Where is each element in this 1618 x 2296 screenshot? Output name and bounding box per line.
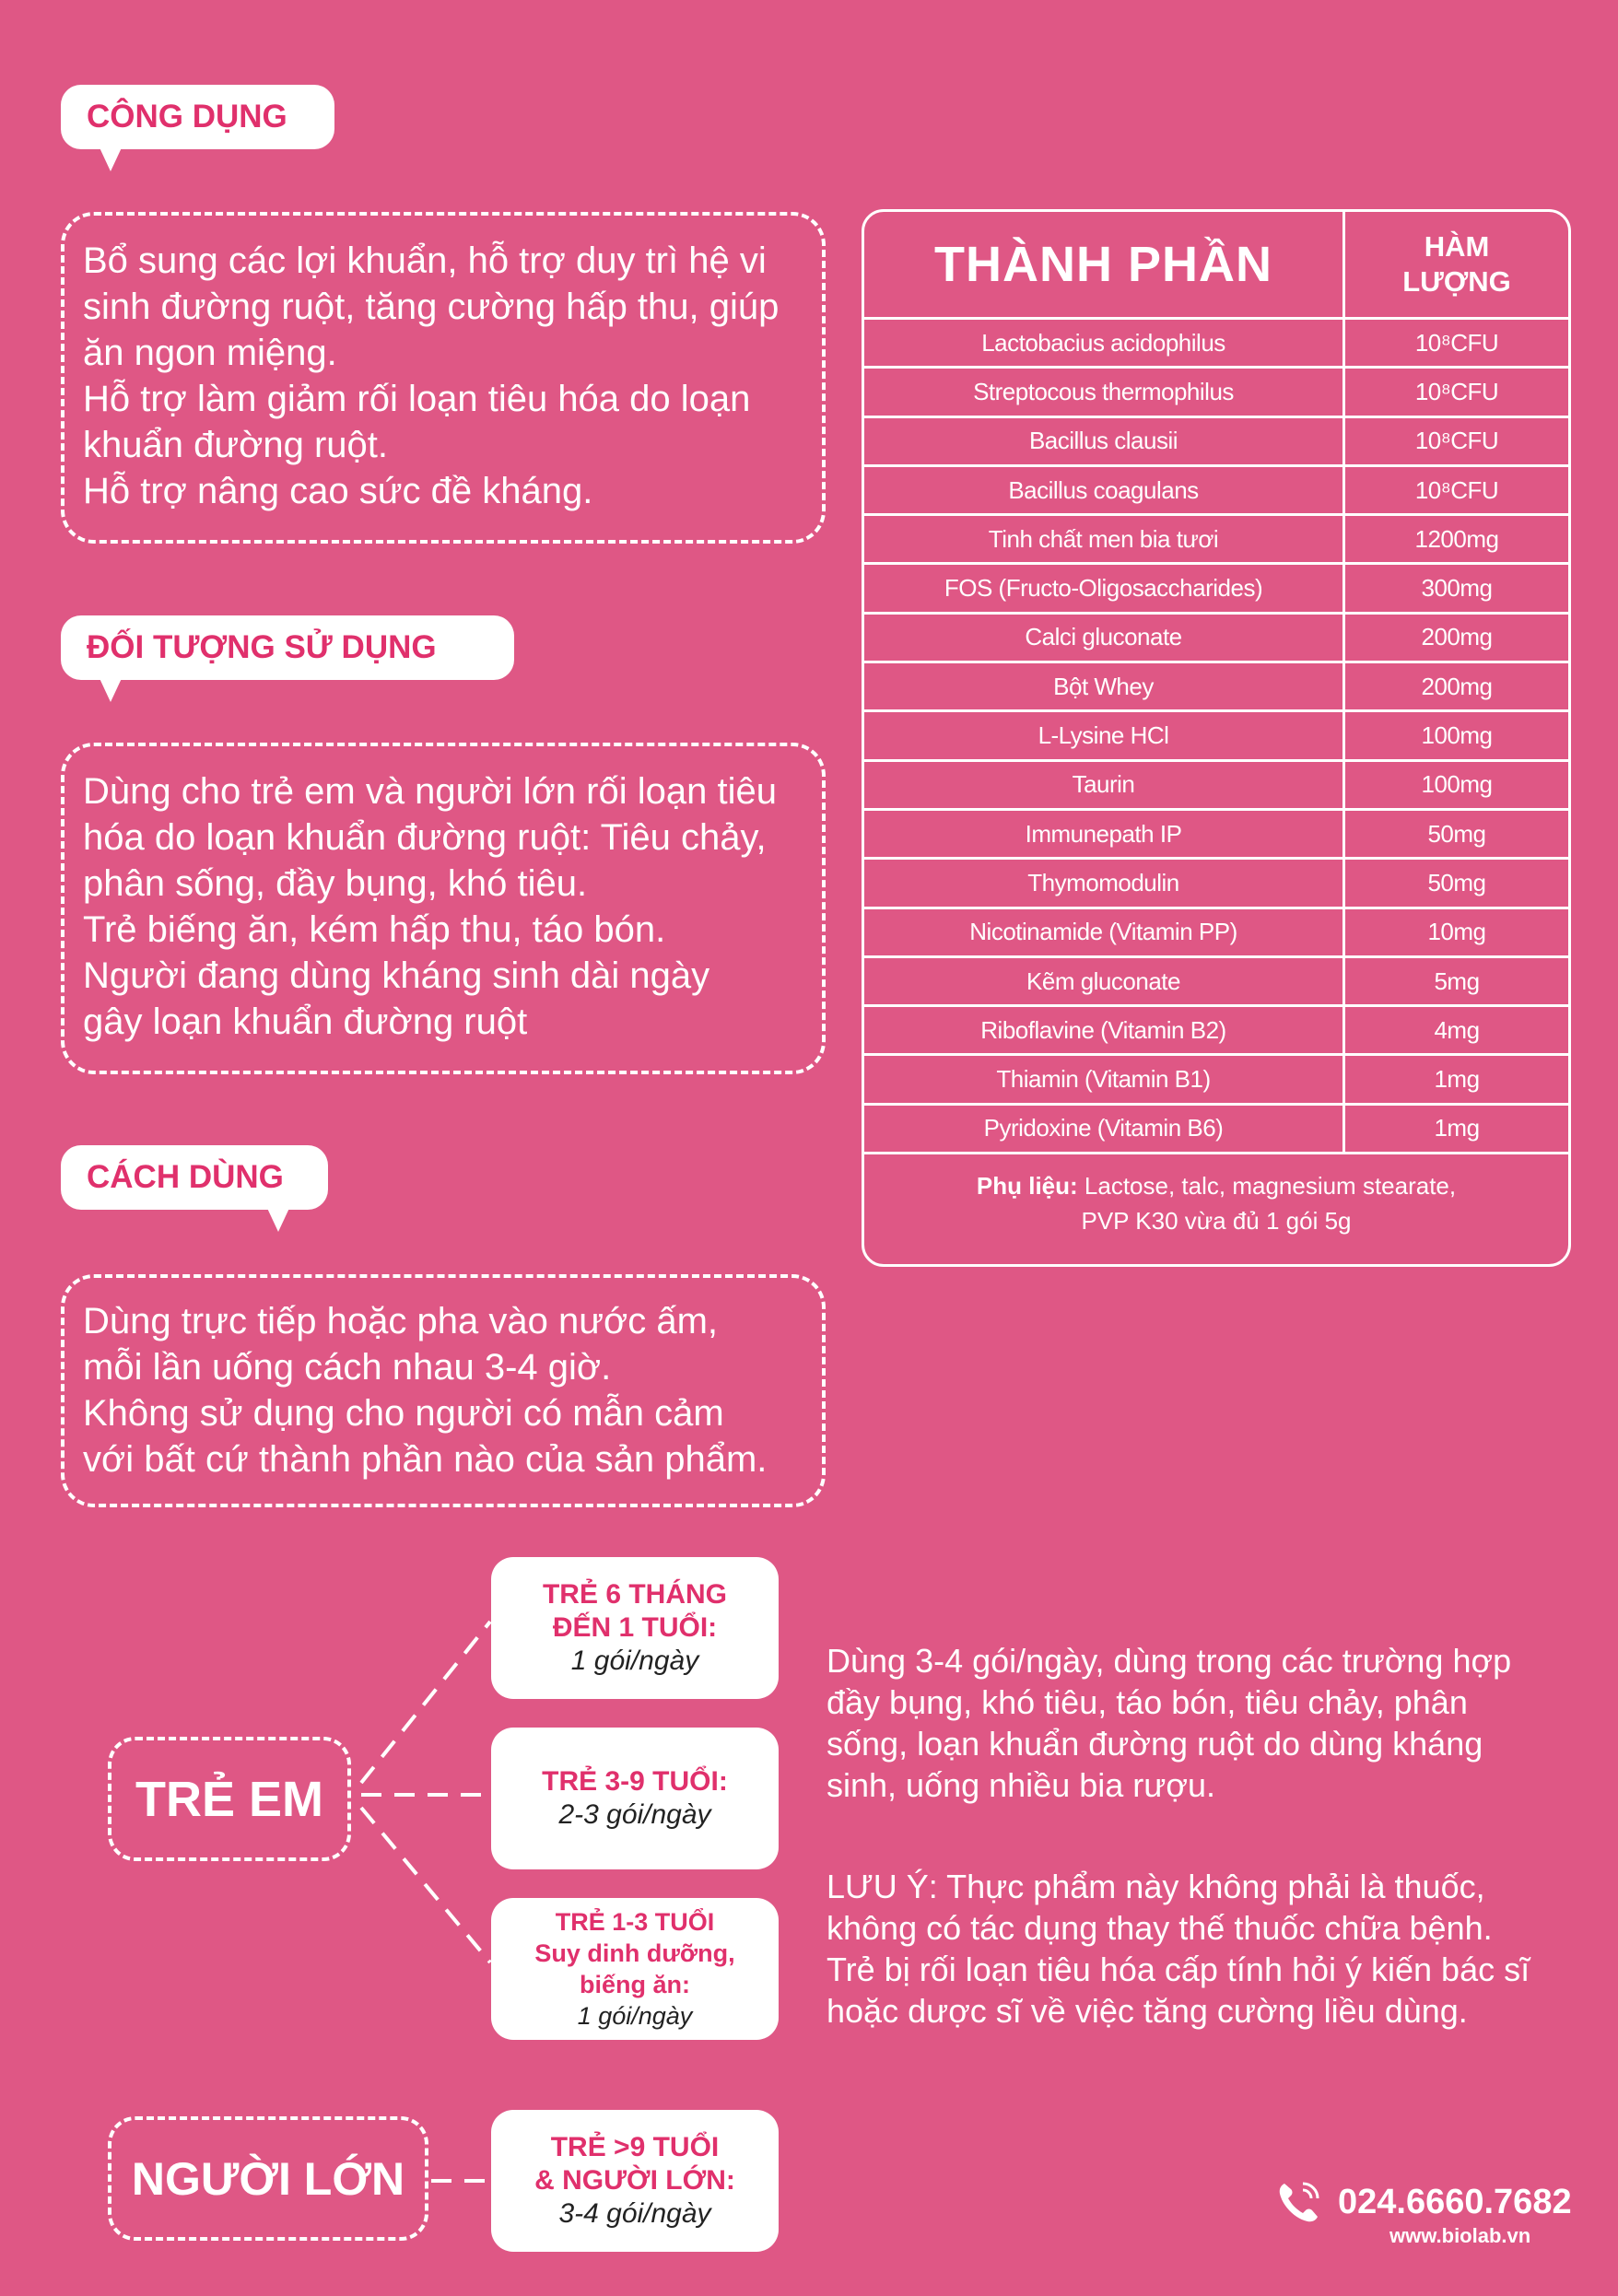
uses-heading-bubble [61,85,334,149]
target-line: gây loạn khuẩn đường ruột [83,1002,528,1042]
ingredient-amount: 10⁸CFU [1414,328,1499,357]
usage-line: Dùng trực tiếp hoặc pha vào nước ấm, [83,1301,719,1341]
excipients-label: Phụ liệu: [976,1172,1078,1201]
uses-heading: CÔNG DỤNG [87,99,287,135]
dose-card-title: biếng ăn: [580,1971,690,1998]
dosage-note-line: sinh, uống nhiều bia rượu. [827,1766,1215,1804]
dose-card-3-9y [491,1728,779,1869]
bubble-tail [98,144,123,171]
table-row [864,1056,1568,1105]
ingredient-amount: 1200mg [1414,524,1499,553]
table-row [864,663,1568,712]
uses-line: Bổ sung các lợi khuẩn, hỗ trợ duy trì hệ vi [83,240,767,281]
uses-line: Hỗ trợ làm giảm rối loạn tiêu hóa do loạn [83,379,751,419]
dose-card-title: & NGƯỜI LỚN: [534,2165,735,2196]
table-row [864,811,1568,860]
adults-group [108,2116,428,2241]
table-body [864,320,1568,1154]
dosage-note-line: sống, loạn khuẩn đường ruột do dùng kháng [827,1725,1483,1763]
phone-icon [1272,2174,1327,2230]
ingredient-name: Taurin [864,762,1345,808]
dose-card-6m-1y [491,1557,779,1699]
table-row [864,516,1568,565]
table-row [864,369,1568,417]
adults-label: NGƯỜI LỚN [131,2152,405,2205]
table-row [864,762,1568,811]
ingredient-name: Immunepath IP [864,811,1345,857]
ingredient-name: Pyridoxine (Vitamin B6) [864,1106,1345,1152]
dose-card-title: TRẺ 3-9 TUỔI: [542,1766,728,1797]
ingredient-amount: 50mg [1427,819,1486,848]
dose-card-title: TRẺ 6 THÁNG [542,1579,727,1610]
ingredient-amount: 200mg [1421,672,1493,700]
uses-box [61,212,826,544]
ingredient-amount: 1mg [1434,1065,1480,1094]
table-header [864,212,1568,320]
table-row [864,565,1568,614]
table-header-amount-line: LƯỢNG [1402,265,1511,298]
warning-note-line: không có tác dụng thay thế thuốc chữa bệnh. [827,1909,1493,1947]
target-heading-bubble [61,615,514,680]
usage-line: với bất cứ thành phần nào của sản phẩm. [83,1439,768,1480]
ingredient-name: Lactobacius acidophilus [864,320,1345,366]
ingredient-name: Thiamin (Vitamin B1) [864,1056,1345,1102]
uses-line: sinh đường ruột, tăng cường hấp thu, giúp [83,287,780,327]
table-row [864,860,1568,908]
ingredient-amount: 50mg [1427,868,1486,896]
dose-card-title: TRẺ >9 TUỔI [550,2132,720,2162]
dose-card-dose: 1 gói/ngày [577,2002,693,2030]
ingredient-name: Bacillus coagulans [864,467,1345,513]
contact-phone [1272,2174,1572,2230]
dosage-note-line: Dùng 3-4 gói/ngày, dùng trong các trường hợp [827,1642,1512,1680]
dose-card-1-3y [491,1898,779,2040]
table-header-amount-line: HÀM [1424,230,1490,263]
table-row [864,712,1568,761]
dosage-note [827,1640,1511,1806]
warning-note-line: LƯU Ý: Thực phẩm này không phải là thuốc, [827,1868,1485,1905]
target-line: Trẻ biếng ăn, kém hấp thu, táo bón. [83,909,666,950]
warning-note [827,1866,1530,2032]
target-box [61,743,826,1074]
usage-heading-bubble [61,1145,328,1210]
bubble-tail [98,674,123,702]
uses-line: khuẩn đường ruột. [83,425,388,465]
excipients-line: PVP K30 vừa đủ 1 gói 5g [1081,1207,1352,1236]
dose-card-title: Suy dinh dưỡng, [534,1939,735,1967]
usage-box [61,1274,826,1507]
phone-number[interactable]: 024.6660.7682 [1338,2182,1572,2221]
table-row [864,958,1568,1007]
ingredient-name: Thymomodulin [864,860,1345,906]
target-line: hóa do loạn khuẩn đường ruột: Tiêu chảy, [83,817,767,858]
table-row [864,467,1568,516]
ingredient-amount: 10mg [1427,918,1486,946]
dosage-note-line: đầy bụng, khó tiêu, táo bón, tiêu chảy, phân [827,1683,1468,1721]
ingredient-name: Calci gluconate [864,615,1345,661]
dose-card-dose: 2-3 gói/ngày [558,1799,711,1830]
table-row [864,615,1568,663]
children-group [108,1737,351,1861]
table-row [864,1106,1568,1154]
usage-heading: CÁCH DÙNG [87,1159,284,1195]
ingredient-name: Tinh chất men bia tươi [864,516,1345,562]
table-row [864,909,1568,958]
ingredient-amount: 10⁸CFU [1414,475,1499,504]
uses-line: ăn ngon miệng. [83,333,337,373]
target-line: Dùng cho trẻ em và người lớn rối loạn tiêu [83,771,777,812]
table-header-name: THÀNH PHẦN [864,212,1345,317]
target-line: phân sống, đầy bụng, khó tiêu. [83,863,588,904]
dose-card-title: TRẺ 1-3 TUỔI [555,1908,715,1936]
target-heading: ĐỐI TƯỢNG SỬ DỤNG [87,629,437,665]
ingredient-amount: 300mg [1421,574,1493,603]
ingredient-amount: 4mg [1434,1015,1480,1044]
ingredient-name: Kẽm gluconate [864,958,1345,1004]
warning-note-line: hoặc dược sĩ về việc tăng cường liều dùng. [827,1992,1468,2030]
ingredient-amount: 1mg [1434,1114,1480,1142]
dose-card-title: ĐẾN 1 TUỔI: [552,1612,718,1643]
ingredient-name: Bột Whey [864,663,1345,709]
target-line: Người đang dùng kháng sinh dài ngày [83,955,710,996]
table-footer [864,1154,1568,1252]
uses-line: Hỗ trợ nâng cao sức đề kháng. [83,471,593,511]
website-link[interactable]: www.biolab.vn [1389,2224,1531,2247]
children-label: TRẺ EM [135,1771,323,1827]
ingredient-name: L-Lysine HCl [864,712,1345,758]
usage-line: mỗi lần uống cách nhau 3-4 giờ. [83,1347,612,1388]
ingredient-name: Nicotinamide (Vitamin PP) [864,909,1345,955]
usage-line: Không sử dụng cho người có mẫn cảm [83,1393,724,1434]
ingredient-name: FOS (Fructo-Oligosaccharides) [864,565,1345,611]
dose-card-dose: 1 gói/ngày [570,1646,699,1676]
excipients-line [977,1168,1456,1203]
ingredient-amount: 10⁸CFU [1414,427,1499,455]
ingredient-amount: 5mg [1434,966,1480,995]
ingredient-amount: 10⁸CFU [1414,377,1499,405]
ingredient-name: Bacillus clausii [864,418,1345,464]
dose-card-adults [491,2110,779,2252]
table-row [864,1007,1568,1056]
ingredient-amount: 200mg [1421,623,1493,651]
table-header-amount [1345,212,1568,317]
ingredient-amount: 100mg [1421,721,1493,750]
warning-note-line: Trẻ bị rối loạn tiêu hóa cấp tính hỏi ý kiến bác sĩ [827,1950,1530,1988]
ingredient-amount: 100mg [1421,770,1493,799]
table-row [864,418,1568,467]
dose-card-dose: 3-4 gói/ngày [558,2198,711,2229]
ingredient-name: Riboflavine (Vitamin B2) [864,1007,1345,1053]
bubble-tail [265,1204,291,1232]
excipients-text: Lactose, talc, magnesium stearate, [1084,1172,1457,1201]
ingredients-table [862,209,1571,1267]
table-row [864,320,1568,369]
ingredient-name: Streptocous thermophilus [864,369,1345,415]
